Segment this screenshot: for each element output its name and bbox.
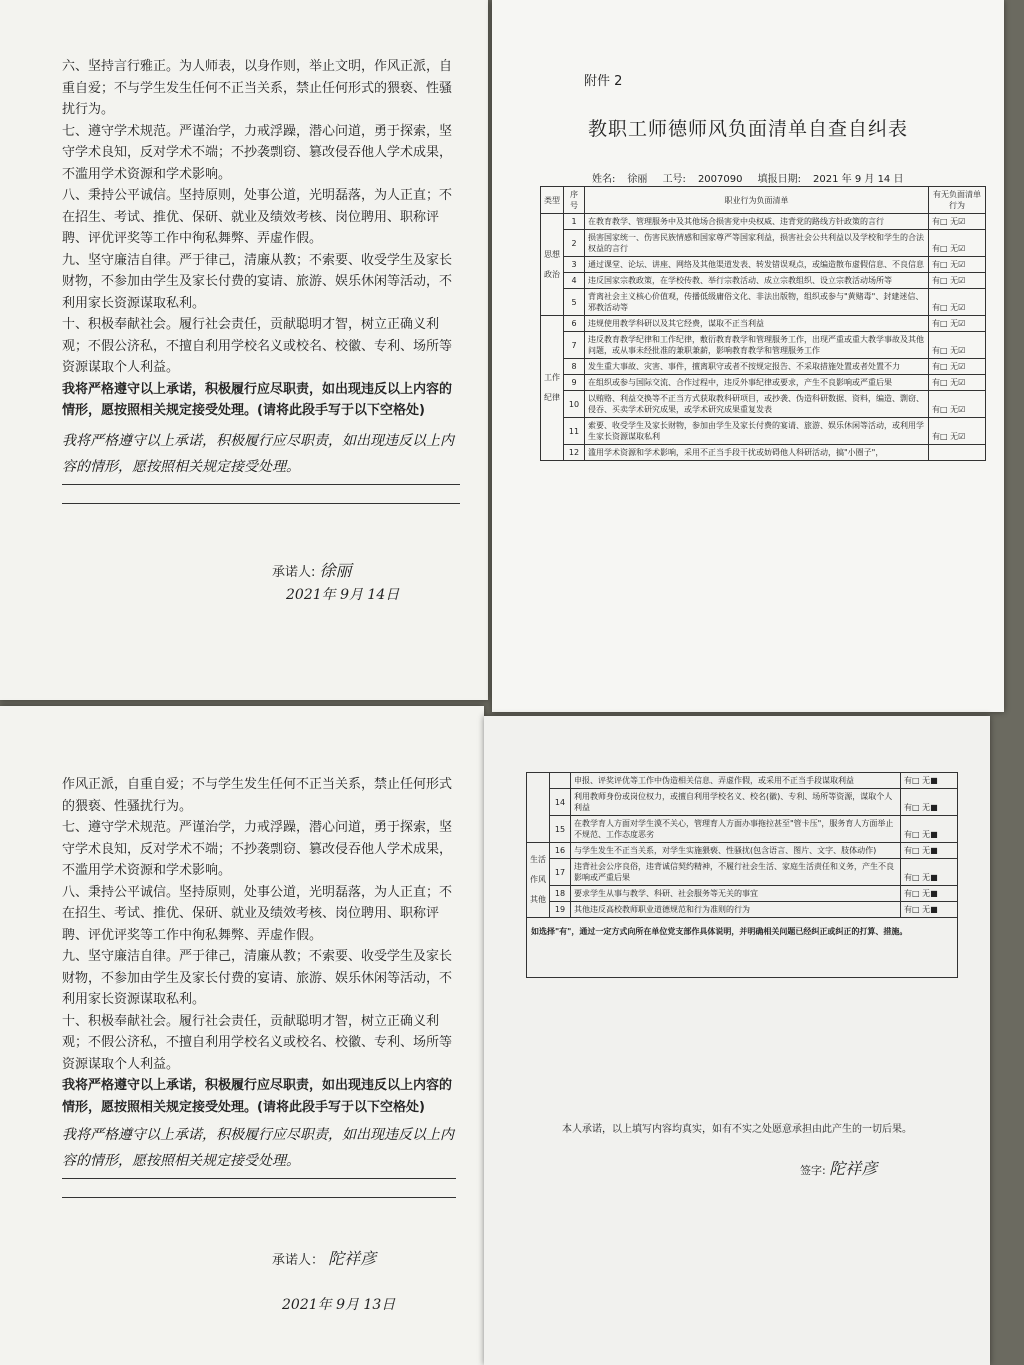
signer-label: 承诺人： <box>272 1253 325 1268</box>
table-header-row <box>541 187 986 214</box>
table-row: 15 在教学育人方面对学生漠不关心，管理育人方面办事拖拉甚至"管卡压"，服务育人方面举止不规范、工作态度恶劣 有□ 无■ <box>527 816 958 843</box>
table-row: 申报、评奖评优等工作中伪造相关信息、弄虚作假，或采用不正当手段谋取利益 有□ 无■ <box>527 773 958 789</box>
pledge-paragraph: 七、遵守学术规范。严谨治学，力戒浮躁，潜心问道，勇于探索，坚守学术良知，反对学术不端；不抄袭剽窃、篡改侵吞他人学术成果，不滥用学术资源和学术影响。 <box>62 123 453 182</box>
answer-checkbox[interactable]: 有□ 无■ <box>901 886 958 902</box>
pledge-paragraph: 七、遵守学术规范。严谨治学，力戒浮躁，潜心问道，勇于探索，坚守学术良知，反对学术不端；不抄袭剽窃、篡改侵吞他人学术成果，不滥用学术资源和学术影响。 <box>62 820 453 878</box>
pledge-paragraph: 八、秉持公平诚信。坚持原则，处事公道，光明磊落，为人正直；不在招生、考试、推优、保研、就业及绩效考核、岗位聘用、职称评聘、评优评奖等工作中徇私舞弊、弄虚作假。 <box>62 188 453 246</box>
note-row <box>527 918 958 978</box>
commitment-instruction: 我将严格遵守以上承诺，积极履行应尽职责，如出现违反以上内容的情形，愿按照相关规定接受处理。(请将此段手写于以下空格处) <box>62 1078 453 1115</box>
signature: 徐丽 <box>319 561 352 580</box>
form-note: 如选择"有"，通过一定方式向所在单位党支部作具体说明，并明确相关问题已经纠正或纠正的打算、措施。 <box>527 918 958 978</box>
col-seq: 序号 <box>564 187 585 214</box>
answer-checkbox[interactable]: 有□ 无☑ <box>929 214 986 230</box>
answer-checkbox[interactable]: 有□ 无☑ <box>929 230 986 257</box>
answer-checkbox[interactable]: 有□ 无☑ <box>929 391 986 418</box>
form-meta: 姓名: 徐丽 工号: 2007090 填报日期: 2021 年 9 月 14 日 <box>592 174 904 185</box>
answer-checkbox[interactable]: 有□ 无☑ <box>929 418 986 445</box>
pledge-paragraph: 九、坚守廉洁自律。严于律己，清廉从教；不索要、收受学生及家长财物，不参加由学生及家长付费的宴请、旅游、娱乐休闲等活动，不利用家长资源谋取私利。 <box>62 252 453 311</box>
table-row: 12 滥用学术资源和学术影响，采用不正当手段干扰或妨碍他人科研活动，搞"小圈子"， <box>541 445 986 461</box>
checklist-form-continuation <box>484 716 990 1365</box>
sign-date: 2021年 9月 13日 <box>282 1297 396 1313</box>
id-value: 2007090 <box>697 174 743 185</box>
checklist-table-continued <box>526 772 958 978</box>
table-row: 11 索要、收受学生及家长财物，参加由学生及家长付费的宴请、旅游、娱乐休闲等活动，或利用学生家长资源谋取私利 有□ 无☑ <box>541 418 986 445</box>
sign-date: 2021年 9月 14日 <box>286 587 400 603</box>
pledge-paragraph: 十、积极奉献社会。履行社会责任，贡献聪明才智，树立正确义利观；不假公济私，不擅自利用学校名义或校名、校徽、专利、场所等资源谋取个人利益。 <box>62 1013 453 1072</box>
table-row: 8 发生重大事故、灾害、事件，擅离职守或者不按规定报告、不采取措施处置或者处置不力 有□ 无☑ <box>541 359 986 375</box>
table-row: 5 背离社会主义核心价值观，传播低级庸俗文化、非法出版物，组织或参与"黄赌毒"、封建迷信、邪教活动等 有□ 无☑ <box>541 289 986 316</box>
table-row: 工作纪律 6 违规使用教学科研以及其它经费，谋取不正当利益 有□ 无☑ <box>541 316 986 332</box>
answer-checkbox[interactable]: 有□ 无☑ <box>929 375 986 391</box>
col-type: 类型 <box>541 187 564 214</box>
answer-checkbox[interactable]: 有□ 无☑ <box>929 316 986 332</box>
table-row: 生活作风其他 16 与学生发生不正当关系，对学生实施猥亵、性骚扰(包含语言、图片、文字、肢体动作) 有□ 无■ <box>527 843 958 859</box>
answer-checkbox[interactable]: 有□ 无■ <box>901 816 958 843</box>
col-item: 职业行为负面清单 <box>585 187 929 214</box>
signer-line <box>272 558 352 581</box>
table-row: 7 违反教育教学纪律和工作纪律，敷衍教育教学和管理服务工作，出现严重或重大教学事故及其他问题，或从事未经批准的兼职兼薪，影响教育教学和管理服务工作 有□ 无☑ <box>541 332 986 359</box>
pledge-sheet-bottom <box>0 706 484 1365</box>
category-cell: 思想政治 <box>541 214 564 316</box>
answer-checkbox[interactable]: 有□ 无☑ <box>929 289 986 316</box>
table-row: 3 通过课堂、论坛、讲座、网络及其他渠道发表、转发错误观点，或编造散布虚假信息、不良信息 有□ 无☑ <box>541 257 986 273</box>
pledge-sheet-top <box>0 0 488 700</box>
signer-label: 承诺人: <box>272 565 316 580</box>
pledge-paragraph: 十、积极奉献社会。履行社会责任，贡献聪明才智，树立正确义利观；不假公济私，不擅自利用学校名义或校名、校徽、专利、场所等资源谋取个人利益。 <box>62 317 453 375</box>
form-title: 教职工师德师风负面清单自查自纠表 <box>587 118 908 140</box>
table-row: 18 要求学生从事与教学、科研、社会服务等无关的事宜 有□ 无■ <box>527 886 958 902</box>
commitment-instruction: 我将严格遵守以上承诺，积极履行应尽职责，如出现违反以上内容的情形，愿按照相关规定接受处理。(请将此段手写于以下空格处) <box>62 381 453 418</box>
checklist-form-sheet <box>492 0 1004 712</box>
signer-line <box>272 1246 376 1269</box>
table-row: 14 利用教师身份或岗位权力，或擅自利用学校名义、校名(徽)、专利、场所等资源，谋取个人利益 有□ 无■ <box>527 789 958 816</box>
handwritten-commitment: 我将严格遵守以上承诺，积极履行应尽职责，如出现违反以上内容的情形，愿按照相关规定接受处理。 <box>62 432 454 475</box>
category-cell: 工作纪律 <box>541 316 564 461</box>
table-row: 17 违背社会公序良俗，违背诚信契约精神，不履行社会生活、家庭生活责任和义务，产生不良影响或严重后果 有□ 无■ <box>527 859 958 886</box>
table-row: 9 在组织或参与国际交流、合作过程中，违反外事纪律或要求，产生不良影响或严重后果 有□ 无☑ <box>541 375 986 391</box>
pledge-paragraph: 八、秉持公平诚信。坚持原则，处事公道，光明磊落，为人正直；不在招生、考试、推优、保研、就业及绩效考核、岗位聘用、职称评聘、评优评奖等工作中徇私舞弊、弄虚作假。 <box>62 884 453 943</box>
declaration: 本人承诺，以上填写内容均真实，如有不实之处愿意承担由此产生的一切后果。 <box>562 1124 912 1135</box>
handwritten-commitment: 我将严格遵守以上承诺，积极履行应尽职责，如出现违反以上内容的情形，愿按照相关规定接受处理。 <box>62 1127 454 1169</box>
table-row: 19 其他违反高校教师职业道德规范和行为准则的行为 有□ 无■ <box>527 902 958 918</box>
table-row: 思想政治 1 在教育教学、管理服务中及其他场合损害党中央权威、违背党的路线方针政策的言行 有□ 无☑ <box>541 214 986 230</box>
form-signer <box>800 1156 877 1179</box>
name-value: 徐丽 <box>627 174 648 185</box>
date-value: 2021 年 9 月 14 日 <box>813 174 904 185</box>
answer-checkbox[interactable]: 有□ 无☑ <box>929 332 986 359</box>
signature: 陀祥彦 <box>328 1249 377 1268</box>
answer-checkbox[interactable]: 有□ 无■ <box>901 789 958 816</box>
answer-checkbox[interactable]: 有□ 无■ <box>901 859 958 886</box>
answer-checkbox[interactable]: 有□ 无■ <box>901 902 958 918</box>
pledge-paragraph: 作风正派，自重自爱；不与学生发生任何不正当关系，禁止任何形式的猥亵、性骚扰行为。 <box>62 777 453 814</box>
pledge-paragraph: 九、坚守廉洁自律。严于律己，清廉从教；不索要、收受学生及家长财物，不参加由学生及家长付费的宴请、旅游、娱乐休闲等活动，不利用家长资源谋取私利。 <box>62 949 453 1007</box>
answer-checkbox[interactable]: 有□ 无■ <box>901 843 958 859</box>
pledge-text <box>62 774 456 1198</box>
attachment-label: 附件 2 <box>584 74 623 89</box>
table-row: 4 违反国家宗教政策，在学校传教、举行宗教活动、成立宗教组织、设立宗教活动场所等 有□ 无☑ <box>541 273 986 289</box>
pledge-paragraph: 六、坚持言行雅正。为人师表，以身作则，举止文明，作风正派，自重自爱；不与学生发生任何不正当关系，禁止任何形式的猥亵、性骚扰行为。 <box>62 59 453 117</box>
col-answer: 有无负面清单行为 <box>929 187 986 214</box>
table-row: 2 损害国家统一、伤害民族情感和国家尊严等国家利益，损害社会公共利益以及学校和学生的合法权益的言行 有□ 无☑ <box>541 230 986 257</box>
answer-checkbox[interactable]: 有□ 无■ <box>901 773 958 789</box>
answer-checkbox[interactable]: 有□ 无☑ <box>929 273 986 289</box>
pledge-text <box>62 56 460 504</box>
table-row: 10 以贿赂、利益交换等不正当方式获取教科研项目，或抄袭、伪造科研数据、资料，编造、剽窃、侵吞、买卖学术研究成果，或学术研究成果重复发表 有□ 无☑ <box>541 391 986 418</box>
sign-label: 签字: <box>800 1164 826 1177</box>
signature: 陀祥彦 <box>829 1159 878 1178</box>
category-cell: 生活作风其他 <box>527 843 550 918</box>
checklist-table <box>540 186 986 461</box>
answer-checkbox[interactable]: 有□ 无☑ <box>929 359 986 375</box>
answer-checkbox[interactable]: 有□ 无☑ <box>929 257 986 273</box>
